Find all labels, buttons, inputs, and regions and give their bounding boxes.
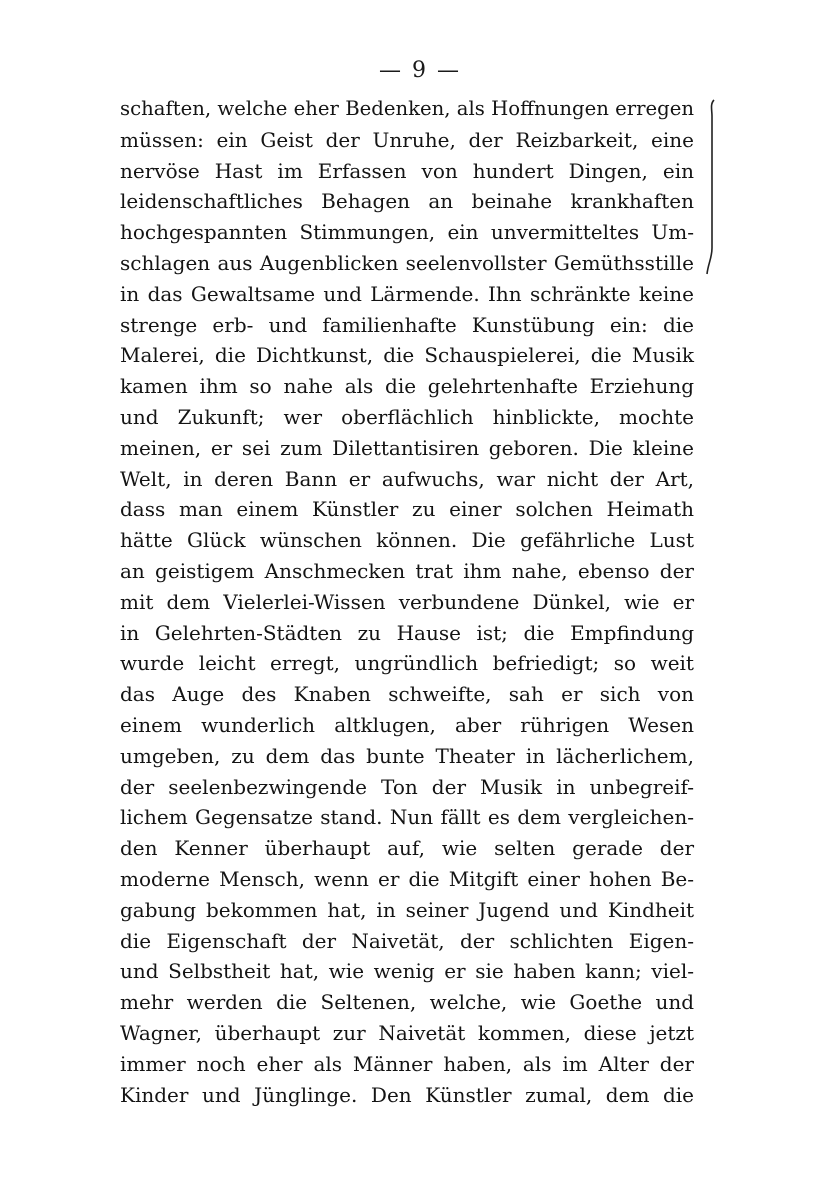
text-line: in Gelehrten-Städten zu Hause ist; die Empfindung [120, 620, 695, 645]
text-line: das Auge des Knaben schweifte, sah er sich von [120, 682, 695, 707]
text-line: hochgespannten Stimmungen, ein unvermitteltes Um- [120, 220, 694, 245]
text-line: moderne Mensch, wenn er die Mitgift einer hohen Be- [120, 866, 695, 891]
text-line: nervöse Hast im Erfassen von hundert Dingen, ein [120, 158, 694, 183]
text-line: lichem Gegensatze stand. Nun fällt es dem vergleichen- [120, 805, 694, 830]
text-line: immer noch eher als Männer haben, als im Alter der [120, 1051, 694, 1076]
text-line: den Kenner überhaupt auf, wie selten gerade der [120, 836, 695, 861]
text-line: mit dem Vielerlei-Wissen verbundene Dünkel, wie er [120, 589, 695, 614]
text-line: in das Gewaltsame und Lärmende. Ihn schränkte keine [120, 281, 694, 306]
text-line: Wagner, überhaupt zur Naivetät kommen, diese jetzt [120, 1020, 694, 1045]
text-line: gabung bekommen hat, in seiner Jugend und Kindheit [120, 897, 695, 922]
text-line: kamen ihm so nahe als die gelehrtenhafte Erziehung [120, 374, 695, 399]
text-line: meinen, er sei zum Dilettantisiren geboren. Die kleine [120, 435, 695, 460]
text-line: Malerei, die Dichtkunst, die Schauspielerei, die Musik [120, 343, 694, 368]
text-line: Kinder und Jünglinge. Den Künstler zumal, dem die [120, 1082, 695, 1107]
body-text [120, 94, 694, 1110]
text-line: schaften, welche eher Bedenken, als Hoffnungen erregen [120, 97, 694, 120]
text-line: strenge erb- und familienhafte Kunstübung ein: die [120, 312, 695, 337]
text-line: einem wunderlich altklugen, aber rührigen Wesen [120, 712, 695, 737]
text-line: Welt, in deren Bann er aufwuchs, war nicht der Art, [120, 466, 695, 491]
text-line: leidenschaftliches Behagen an beinahe krankhaften [120, 189, 695, 214]
text-line: schlagen aus Augenblicken seelenvollster Gemüthsstille [120, 250, 695, 275]
text-line: dass man einem Künstler zu einer solchen Heimath [120, 497, 695, 522]
text-line: der seelenbezwingende Ton der Musik in unbegreif- [120, 774, 694, 799]
text-line: wurde leicht erregt, ungründlich befriedigt; so weit [120, 651, 694, 676]
text-line: müssen: ein Geist der Unruhe, der Reizbarkeit, eine [120, 127, 695, 152]
page-number: — 9 — [379, 58, 461, 83]
text-line: hätte Glück wünschen können. Die gefährliche Lust [120, 528, 694, 553]
text-line: und Selbstheit hat, wie wenig er sie haben kann; viel- [120, 959, 694, 984]
margin-bracket-mark [704, 98, 718, 276]
text-line: mehr werden die Seltenen, welche, wie Goethe und [120, 990, 695, 1015]
text-line: an geistigem Anschmecken trat ihm nahe, ebenso der [120, 558, 694, 583]
text-line: und Zukunft; wer oberflächlich hinblickte, mochte [120, 404, 694, 429]
text-line: die Eigenschaft der Naivetät, der schlichten Eigen- [120, 928, 695, 953]
text-line: umgeben, zu dem das bunte Theater in lächerlichem, [120, 743, 694, 768]
